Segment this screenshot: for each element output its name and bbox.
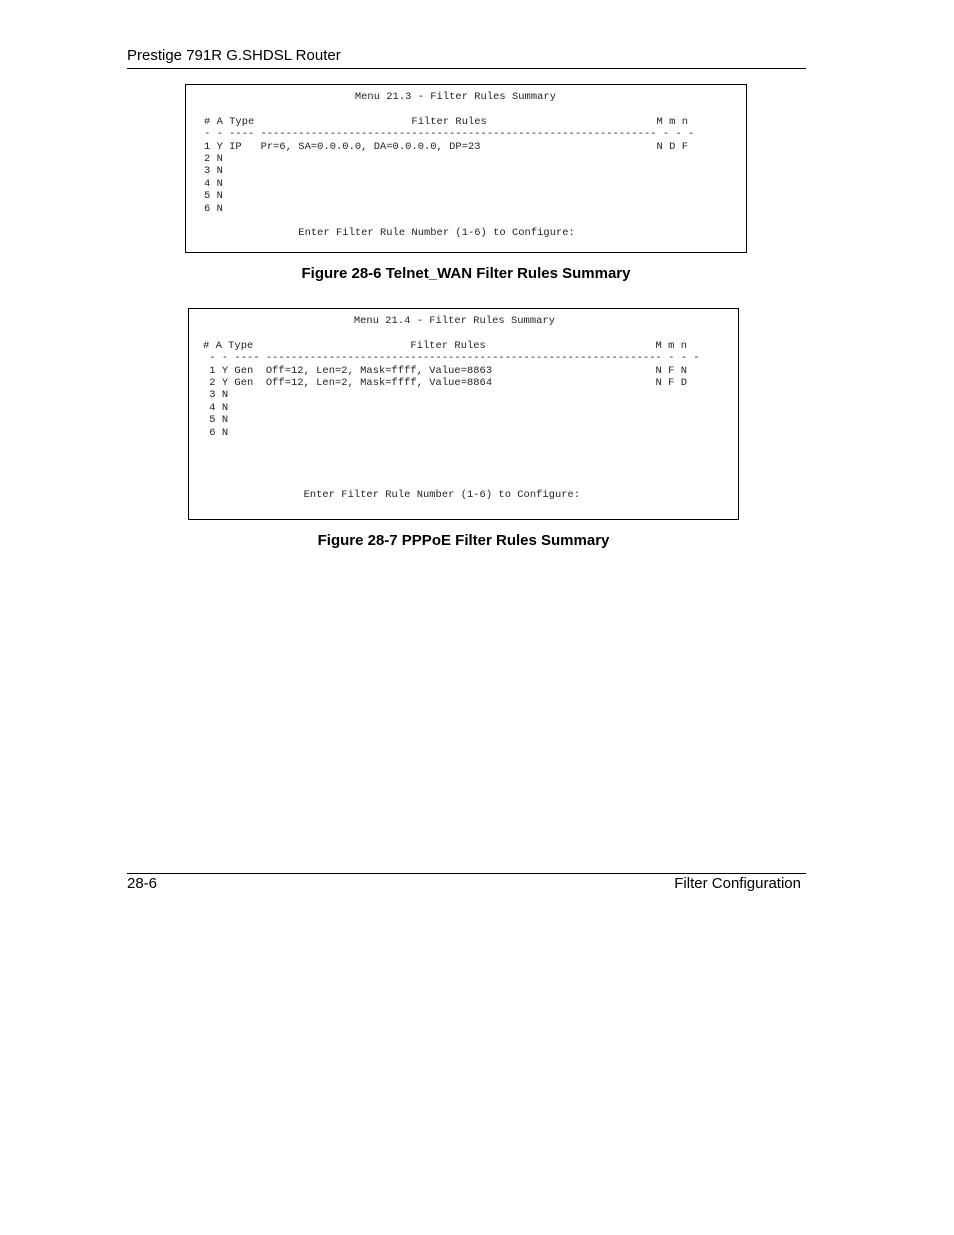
screen-line: - - ---- --------------------------------------------------------------- - - - xyxy=(204,128,695,141)
screen-line: 4 N xyxy=(204,177,223,190)
figure-28-6-caption: Figure 28-6 Telnet_WAN Filter Rules Summary xyxy=(301,265,631,282)
screen-line: 6 N xyxy=(204,202,223,215)
screen-line xyxy=(203,439,700,451)
screen-line: 1 Y IP Pr=6, SA=0.0.0.0, DA=0.0.0.0, DP=23 N D F xyxy=(204,140,688,153)
footer-page-number: 28-6 xyxy=(127,875,158,892)
screen-line: 2 Y Gen Off=12, Len=2, Mask=ffff, Value=8864 N F D xyxy=(203,377,687,390)
screen-line: Enter Filter Rule Number (1-6) to Configure: xyxy=(204,227,575,240)
screen-line xyxy=(204,103,694,115)
screen-line: 5 N xyxy=(204,190,223,203)
screen-line: Menu 21.3 - Filter Rules Summary xyxy=(204,91,556,103)
screen-line: 4 N xyxy=(203,401,229,414)
screen-line: # A Type Filter Rules M m n xyxy=(203,339,687,352)
telnet-wan-filter-screen xyxy=(185,84,747,253)
footer-section-title: Filter Configuration xyxy=(674,875,801,892)
screen-line xyxy=(203,464,700,476)
screen-line: Enter Filter Rule Number (1-6) to Configure: xyxy=(203,488,581,501)
screen-line xyxy=(203,327,700,339)
figure-28-7-caption: Figure 28-7 PPPoE Filter Rules Summary xyxy=(317,532,610,549)
page-header-title: Prestige 791R G.SHDSL Router xyxy=(127,47,341,64)
screen-line: - - ---- --------------------------------------------------------------- - - - xyxy=(203,352,700,365)
screen-line: 5 N xyxy=(203,414,229,427)
footer-rule xyxy=(127,873,806,874)
screen-line: 3 N xyxy=(204,165,223,178)
screen-line: 3 N xyxy=(203,389,229,402)
screen-line xyxy=(203,451,700,463)
telnet-wan-screen-text xyxy=(204,91,694,240)
screen-line: Menu 21.4 - Filter Rules Summary xyxy=(203,315,555,327)
screen-line xyxy=(204,215,694,227)
screen-line: 6 N xyxy=(203,426,229,439)
pppoe-filter-screen xyxy=(188,308,739,520)
screen-line xyxy=(203,476,700,488)
screen-line: 1 Y Gen Off=12, Len=2, Mask=ffff, Value=8863 N F N xyxy=(203,364,687,377)
screen-line: # A Type Filter Rules M m n xyxy=(204,115,688,128)
pppoe-screen-text xyxy=(203,315,700,501)
header-rule xyxy=(127,68,806,69)
screen-line: 2 N xyxy=(204,153,223,166)
